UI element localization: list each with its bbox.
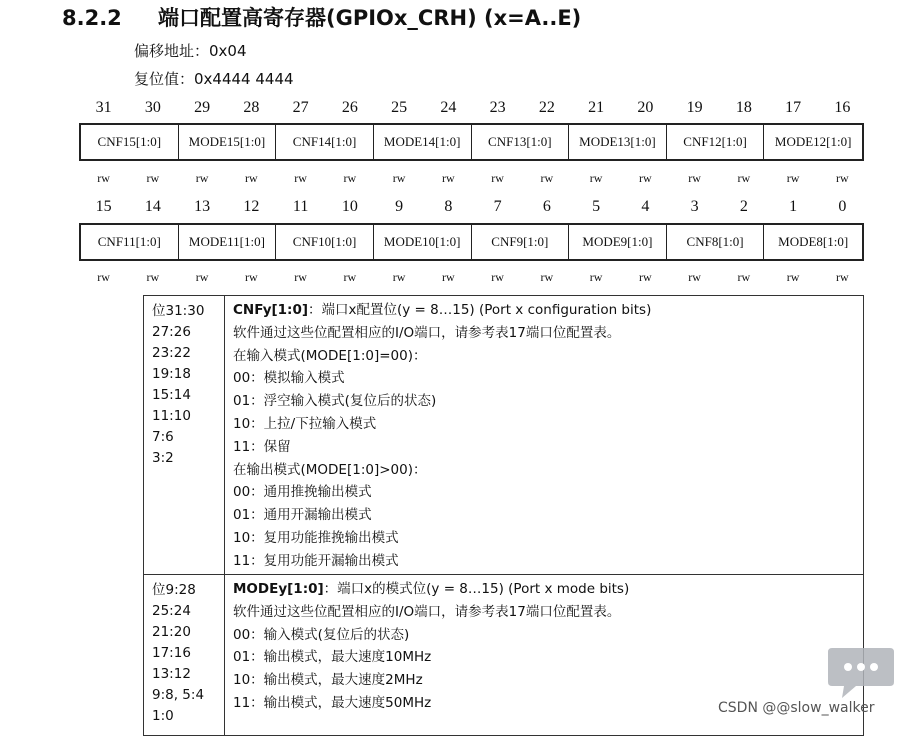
csdn-watermark: CSDN @@slow_walker xyxy=(718,700,875,716)
access-label: rw xyxy=(245,270,258,284)
register-field: MODE8[1:0] xyxy=(778,234,849,249)
access-label: rw xyxy=(294,270,307,284)
register-fields-high xyxy=(79,123,864,161)
access-label: rw xyxy=(836,270,849,284)
bit-number: 1 xyxy=(789,198,798,215)
bit-number: 15 xyxy=(95,198,112,215)
access-label: rw xyxy=(786,270,800,284)
bit-number: 20 xyxy=(637,99,654,116)
bit-number: 16 xyxy=(834,99,851,116)
access-label: rw xyxy=(737,171,751,185)
access-label: rw xyxy=(392,270,406,284)
reset-value: 复位值：0x4444 4444 xyxy=(134,70,294,88)
access-label: rw xyxy=(688,270,701,284)
access-label: rw xyxy=(97,270,110,284)
bit-number: 12 xyxy=(243,198,260,215)
field-name: CNFy[1:0] xyxy=(233,302,309,318)
access-label: rw xyxy=(589,270,603,284)
bit-range: 13:12 xyxy=(152,666,191,682)
register-fields-low xyxy=(79,223,864,261)
bit-number: 0 xyxy=(838,198,847,215)
access-label: rw xyxy=(491,270,504,284)
bit-number: 25 xyxy=(391,99,408,116)
register-field: CNF13[1:0] xyxy=(472,125,570,159)
bit-number: 2 xyxy=(739,198,748,215)
access-label: rw xyxy=(195,171,209,185)
cnf-bit-positions xyxy=(144,296,225,574)
description-line: 10：复用功能推挽输出模式 xyxy=(233,529,399,546)
register-field: MODE10[1:0] xyxy=(374,225,472,259)
bit-range: 9:8, 5:4 xyxy=(152,687,205,703)
description-line: 软件通过这些位配置相应的I/O端口，请参考表17端口位配置表。 xyxy=(233,603,621,620)
access-label: rw xyxy=(737,270,751,284)
access-label: rw xyxy=(195,270,209,284)
bit-number: 14 xyxy=(144,198,161,215)
register-field: MODE14[1:0] xyxy=(374,125,472,159)
bit-number: 28 xyxy=(243,99,260,116)
description-line: 10：输出模式，最大速度2MHz xyxy=(233,672,423,689)
bit-number: 4 xyxy=(641,198,650,215)
register-field: MODE12[1:0] xyxy=(774,134,852,149)
bit-number: 6 xyxy=(542,198,551,215)
bit-number: 23 xyxy=(489,99,506,116)
access-label: rw xyxy=(639,171,652,185)
field-summary xyxy=(233,578,863,601)
bit-range: 15:14 xyxy=(152,387,191,403)
access-label: rw xyxy=(97,171,110,185)
access-label: rw xyxy=(442,270,455,284)
bit-range: 1:0 xyxy=(152,708,174,724)
register-field: CNF14[1:0] xyxy=(276,125,374,159)
register-field: MODE9[1:0] xyxy=(569,225,667,259)
bit-range: 位31:30 xyxy=(152,303,205,319)
access-label: rw xyxy=(343,171,357,185)
bit-number: 17 xyxy=(785,99,802,116)
access-label: rw xyxy=(540,171,554,185)
bit-number: 31 xyxy=(95,99,112,116)
bit-number: 18 xyxy=(735,99,752,116)
bit-number: 13 xyxy=(194,198,211,215)
description-line: 01：输出模式，最大速度10MHz xyxy=(233,649,432,666)
bit-range: 7:6 xyxy=(152,429,174,445)
access-row-high xyxy=(79,171,867,186)
register-field: MODE13[1:0] xyxy=(569,125,667,159)
bit-range: 17:16 xyxy=(152,645,191,661)
bit-range: 27:26 xyxy=(152,324,191,340)
bit-number: 22 xyxy=(538,99,555,116)
register-field: CNF10[1:0] xyxy=(276,225,374,259)
access-label: rw xyxy=(589,171,603,185)
cnf-description-text xyxy=(225,296,863,574)
bit-number: 29 xyxy=(194,99,211,116)
field-summary-text: ：端口x的模式位(y = 8…15) (Port x mode bits) xyxy=(323,581,630,597)
bit-number: 8 xyxy=(444,198,453,215)
register-field: CNF12[1:0] xyxy=(667,125,765,159)
bit-number: 3 xyxy=(690,198,699,215)
bit-number: 9 xyxy=(395,198,404,215)
cnf-description-row xyxy=(144,296,863,575)
description-line: 11：复用功能开漏输出模式 xyxy=(233,552,399,569)
bit-range: 位9:28 xyxy=(152,582,196,598)
description-line: 00：模拟输入模式 xyxy=(233,370,345,387)
access-label: rw xyxy=(146,171,160,185)
access-label: rw xyxy=(836,171,849,185)
description-line: 在输出模式(MODE[1:0]>00)： xyxy=(233,461,427,478)
description-line: 00：通用推挽输出模式 xyxy=(233,484,372,501)
description-line: 软件通过这些位配置相应的I/O端口，请参考表17端口位配置表。 xyxy=(233,324,621,341)
bit-number: 5 xyxy=(592,198,601,215)
register-field: CNF11[1:0] xyxy=(81,225,179,259)
register-field: CNF8[1:0] xyxy=(667,225,765,259)
bit-number: 30 xyxy=(144,99,161,116)
bit-number: 7 xyxy=(493,198,502,215)
access-label: rw xyxy=(688,171,701,185)
description-line: 11：输出模式，最大速度50MHz xyxy=(233,694,432,711)
chat-bubble-icon[interactable] xyxy=(826,646,896,700)
description-line: 01：浮空输入模式(复位后的状态) xyxy=(233,393,437,410)
section-title: 端口配置高寄存器(GPIOx_CRH) (x=A..E) xyxy=(158,6,582,30)
access-label: rw xyxy=(639,270,652,284)
description-line: 00：输入模式(复位后的状态) xyxy=(233,626,410,643)
bit-range: 19:18 xyxy=(152,366,191,382)
access-label: rw xyxy=(146,270,160,284)
field-summary-text: ：端口x配置位(y = 8…15) (Port x configuration bits) xyxy=(308,302,652,318)
description-line: 11：保留 xyxy=(233,438,291,455)
access-label: rw xyxy=(491,171,504,185)
access-row-low xyxy=(79,270,867,285)
access-label: rw xyxy=(442,171,455,185)
register-field: MODE15[1:0] xyxy=(179,125,277,159)
bit-numbers-low xyxy=(79,198,867,216)
section-number: 8.2.2 xyxy=(62,6,122,30)
description-line: 01：通用开漏输出模式 xyxy=(233,507,372,524)
bit-number: 10 xyxy=(341,198,358,215)
access-label: rw xyxy=(540,270,554,284)
bit-range: 21:20 xyxy=(152,624,191,640)
access-label: rw xyxy=(245,171,258,185)
register-field: CNF9[1:0] xyxy=(472,225,570,259)
register-field: CNF15[1:0] xyxy=(81,125,179,159)
access-label: rw xyxy=(786,171,800,185)
access-label: rw xyxy=(343,270,357,284)
bit-number: 21 xyxy=(588,99,605,116)
bit-number: 24 xyxy=(440,99,457,116)
mode-bit-positions xyxy=(144,575,225,735)
description-line: 在输入模式(MODE[1:0]=00)： xyxy=(233,347,427,364)
bit-range: 23:22 xyxy=(152,345,191,361)
register-field: MODE11[1:0] xyxy=(179,225,277,259)
field-name: MODEy[1:0] xyxy=(233,581,324,597)
offset-address: 偏移地址：0x04 xyxy=(134,42,247,60)
bit-range: 25:24 xyxy=(152,603,191,619)
field-summary xyxy=(233,299,863,322)
description-line: 10：上拉/下拉输入模式 xyxy=(233,415,377,432)
bit-number: 26 xyxy=(341,99,358,116)
bit-number: 19 xyxy=(686,99,703,116)
field-description-table xyxy=(143,295,864,736)
access-label: rw xyxy=(392,171,406,185)
bit-numbers-high xyxy=(79,99,867,117)
bit-number: 11 xyxy=(292,198,309,215)
access-label: rw xyxy=(294,171,307,185)
bit-number: 27 xyxy=(292,99,309,116)
bit-range: 11:10 xyxy=(152,408,191,424)
bit-range: 3:2 xyxy=(152,450,174,466)
section-heading xyxy=(62,2,581,32)
